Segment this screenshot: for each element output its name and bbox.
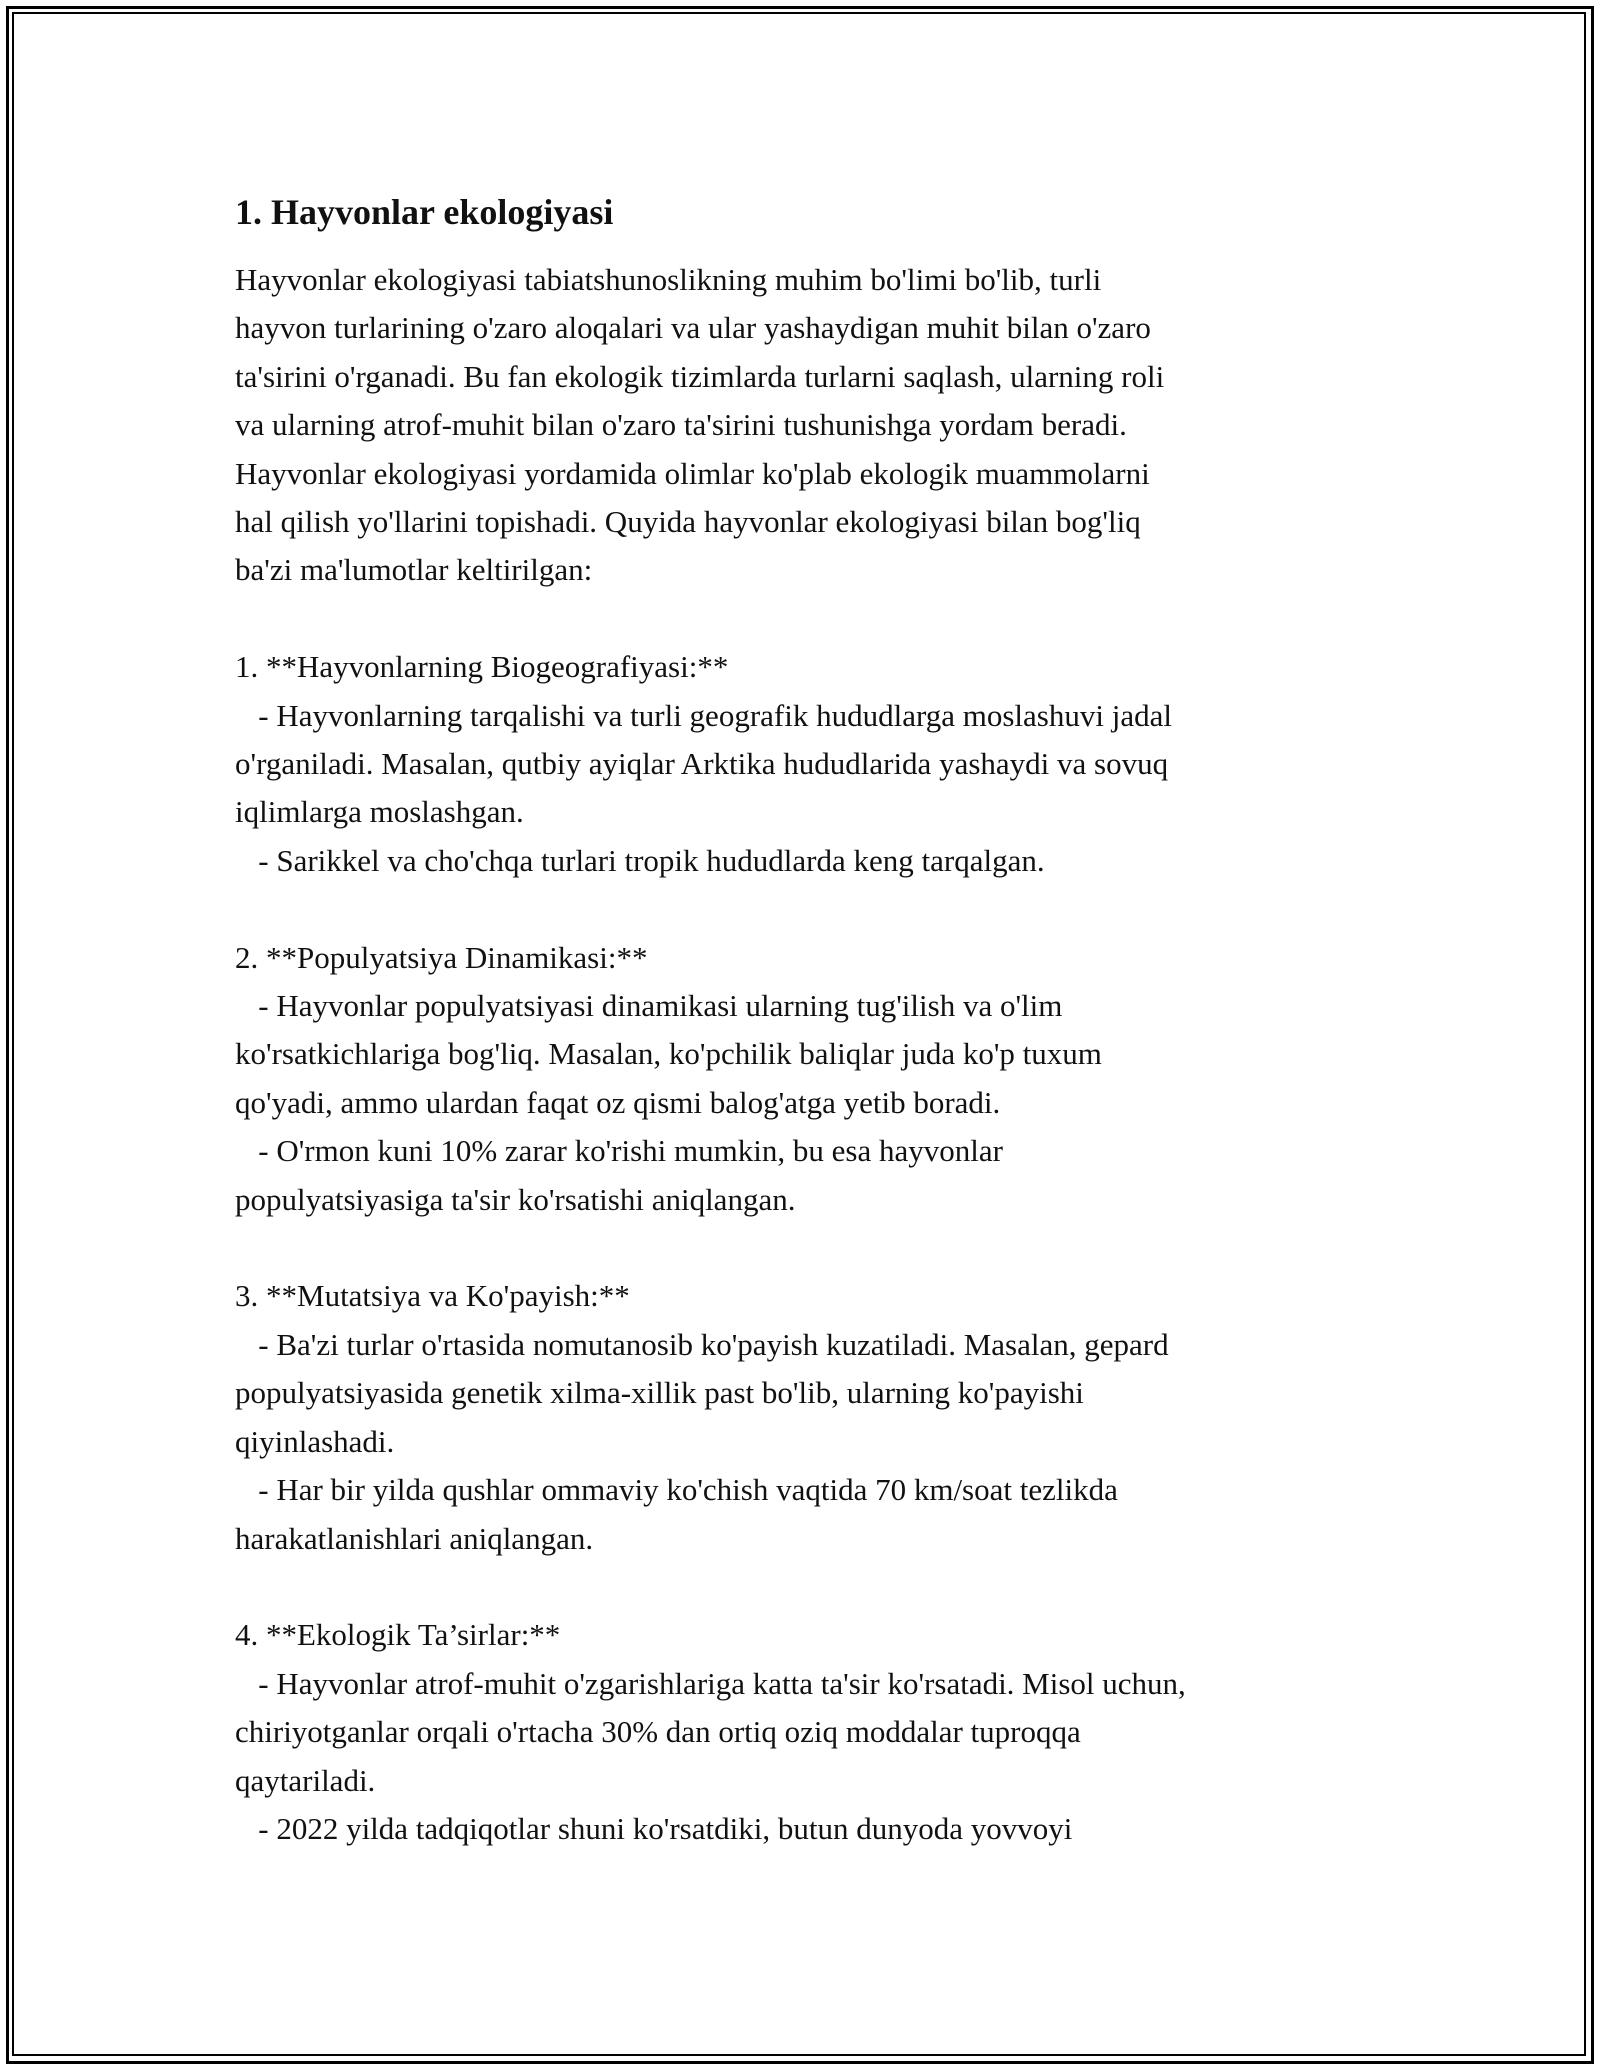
section-mutation-reproduction [235,1272,1375,1562]
section-line: populyatsiyasida genetik xilma-xillik past bo'lib, ularning ko'payishi [235,1375,1084,1411]
section-line: - Hayvonlar populyatsiyasi dinamikasi ularning tug'ilish va o'lim [235,988,1063,1024]
section-line: iqlimlarga moslashgan. [235,794,524,830]
intro-line: ta'sirini o'rganadi. Bu fan ekologik tizimlarda turlarni saqlash, ularning roli [235,358,1165,394]
section-title: 4. **Ekologik Ta’sirlar:** [235,1617,561,1653]
section-line: qiyinlashadi. [235,1423,395,1459]
section-ecological-impacts [235,1611,1375,1853]
section-line: - Hayvonlarning tarqalishi va turli geografik hududlarga moslashuvi jadal [235,697,1172,733]
section-line: ko'rsatkichlariga bog'liq. Masalan, ko'pchilik baliqlar juda ko'p tuxum [235,1036,1102,1072]
intro-paragraph [235,256,1375,595]
section-line: - Sarikkel va cho'chqa turlari tropik hududlarda keng tarqalgan. [235,842,1045,878]
intro-line: hayvon turlarining o'zaro aloqalari va ular yashaydigan muhit bilan o'zaro [235,310,1151,346]
blank-line [235,595,1375,643]
section-line: - Hayvonlar atrof-muhit o'zgarishlariga katta ta'sir ko'rsatadi. Misol uchun, [235,1665,1186,1701]
section-line: - Har bir yilda qushlar ommaviy ko'chish vaqtida 70 km/soat tezlikda [235,1472,1118,1508]
document-body [235,186,1375,1853]
intro-line: hal qilish yo'llarini topishadi. Quyida hayvonlar ekologiyasi bilan bog'liq [235,504,1141,540]
section-line: qaytariladi. [235,1762,376,1798]
section-line: - O'rmon kuni 10% zarar ko'rishi mumkin, bu esa hayvonlar [235,1133,1003,1169]
section-line: - Ba'zi turlar o'rtasida nomutanosib ko'payish kuzatiladi. Masalan, gepard [235,1326,1169,1362]
section-title: 1. **Hayvonlarning Biogeografiyasi:** [235,649,729,685]
section-line: o'rganiladi. Masalan, qutbiy ayiqlar Arktika hududlarida yashaydi va sovuq [235,746,1169,782]
blank-line [235,1224,1375,1272]
section-line: harakatlanishlari aniqlangan. [235,1520,594,1556]
section-line: populyatsiyasiga ta'sir ko'rsatishi aniqlangan. [235,1181,796,1217]
section-line: qo'yadi, ammo ulardan faqat oz qismi balog'atga yetib boradi. [235,1084,1001,1120]
intro-line: va ularning atrof-muhit bilan o'zaro ta'sirini tushunishga yordam beradi. [235,407,1127,443]
blank-line [235,885,1375,933]
blank-line [235,1563,1375,1611]
section-population-dynamics [235,934,1375,1224]
section-line: - 2022 yilda tadqiqotlar shuni ko'rsatdiki, butun dunyoda yovvoyi [235,1810,1073,1846]
document-heading: 1. Hayvonlar ekologiyasi [235,192,614,232]
intro-line: Hayvonlar ekologiyasi tabiatshunoslikning muhim bo'limi bo'lib, turli [235,262,1102,297]
intro-line: Hayvonlar ekologiyasi yordamida olimlar ko'plab ekologik muammolarni [235,455,1150,491]
section-biogeography [235,643,1375,885]
section-title: 2. **Populyatsiya Dinamikasi:** [235,939,648,975]
section-title: 3. **Mutatsiya va Ko'payish:** [235,1278,630,1314]
intro-line: ba'zi ma'lumotlar keltirilgan: [235,552,593,588]
section-line: chiriyotganlar orqali o'rtacha 30% dan ortiq oziq moddalar tuproqqa [235,1714,1081,1750]
